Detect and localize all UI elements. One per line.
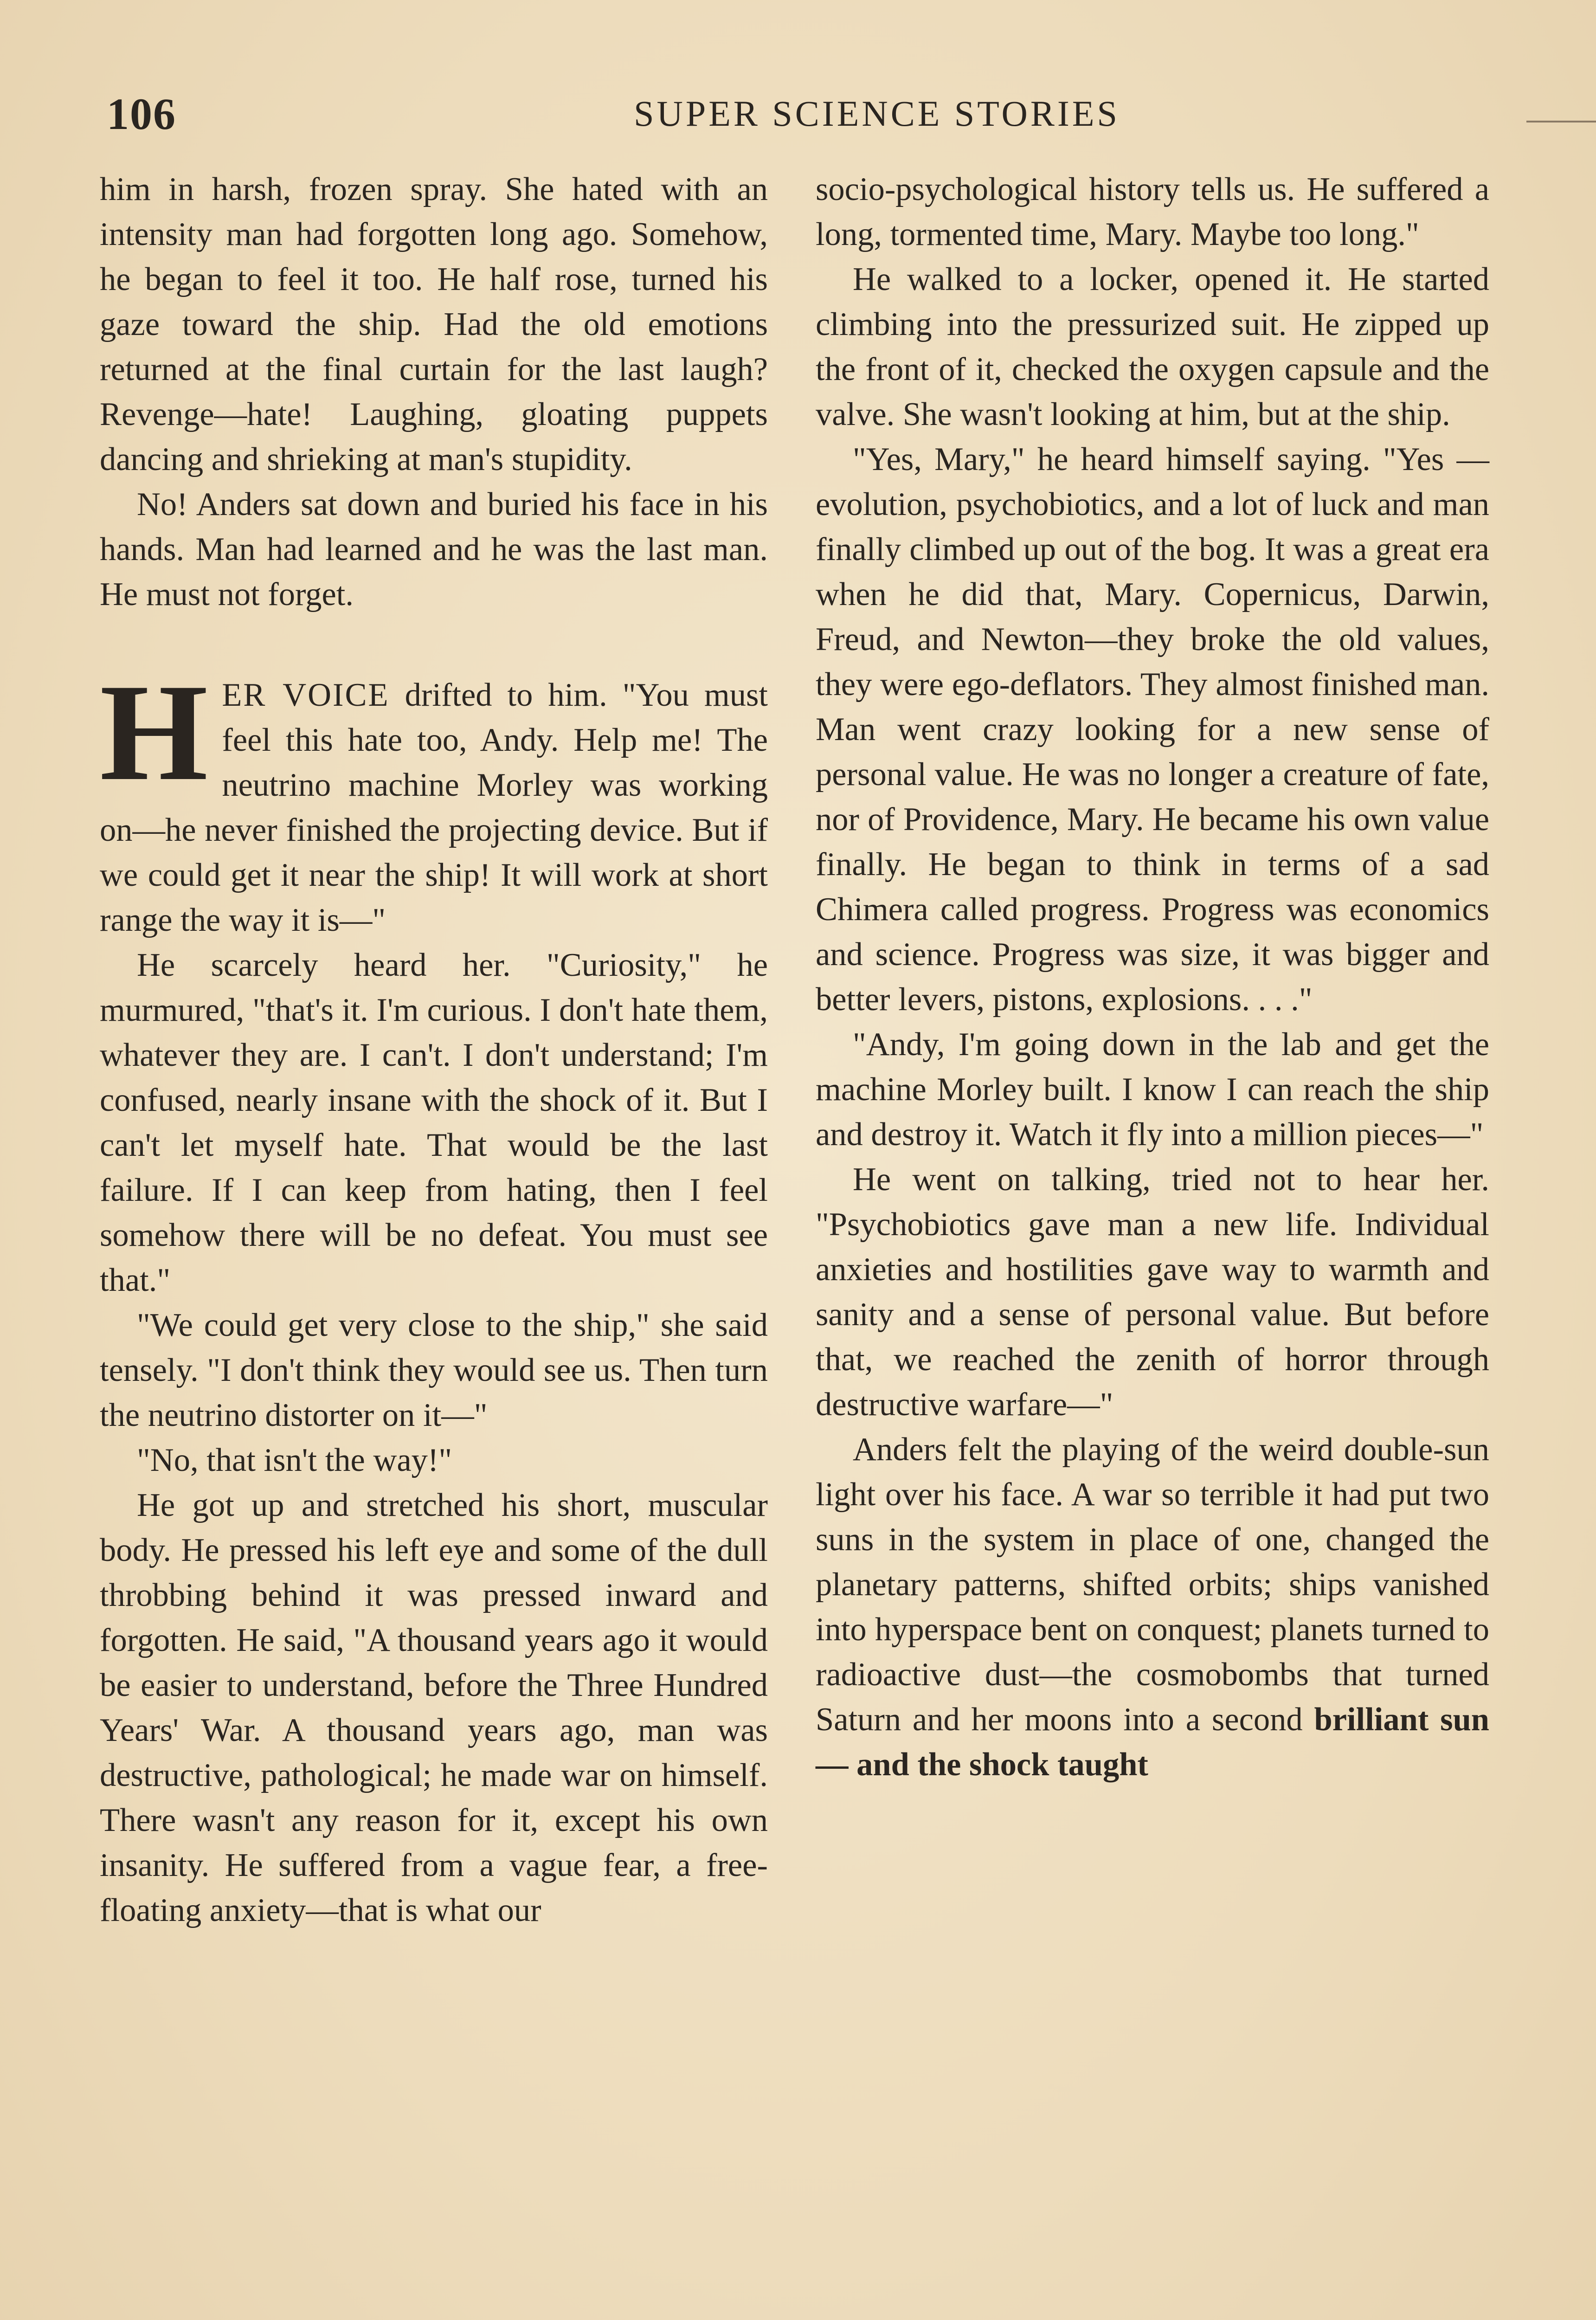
right-column — [816, 167, 1489, 1787]
bold-text: brilliant sun— and the shock taught — [816, 1701, 1489, 1783]
paragraph: No! Anders sat down and buried his face in his hands. Man had learned and he was the last man. He must not forget. — [100, 486, 768, 612]
page-header — [97, 88, 1489, 148]
dropcap-paragraph — [100, 655, 768, 943]
drop-cap: H — [100, 655, 208, 809]
left-column — [100, 167, 768, 1933]
paragraph — [816, 1427, 1489, 1787]
paragraph-text: Anders felt the playing of the weird double-sun light over his face. A war so terrible it had put two suns in the system in place of one, changed the planetary patterns, shifted orbits; ships vanished into hyperspace bent on conquest; planets turned to radioactive dust—the cosmobombs that turned Saturn and her moons into a second — [816, 1431, 1489, 1738]
paragraph: socio-psychological history tells us. He suffered a long, tormented time, Mary. Maybe too long." — [816, 171, 1489, 252]
paragraph: "Yes, Mary," he heard himself saying. "Yes — evolution, psychobiotics, and a lot of luck and man finally climbed up out of the bog. It was a great era when he did that, Mary. Copernicus, Darwin, Freud, and Newton—they broke the old values, they were ego-deflators. They almost finished man. Man went crazy looking for a new sense of personal value. He was no longer a creature of fate, nor of Providence, Mary. He became his own value finally. He began to think in terms of a sad Chimera called progress. Progress was economics and science. Progress was size, it was bigger and better levers, pistons, explosions. . . ." — [816, 441, 1489, 1018]
running-title: SUPER SCIENCE STORIES — [634, 93, 1120, 134]
page-number: 106 — [107, 89, 176, 139]
paragraph: He scarcely heard her. "Curiosity," he murmured, "that's it. I'm curious. I don't hate them, whatever they are. I can't. I don't understand; I'm confused, nearly insane with the shock of it. But I can't let myself hate. That would be the last failure. If I can keep from hating, then I feel somehow there will be no defeat. You must see that." — [100, 947, 768, 1298]
paragraph: "No, that isn't the way!" — [137, 1442, 452, 1478]
header-rule — [1526, 121, 1596, 122]
paragraph: He got up and stretched his short, muscular body. He pressed his left eye and some of the dull throbbing behind it was pressed inward and forgotten. He said, "A thousand years ago it would be easier to understand, before the Three Hundred Years' War. A thousand years ago, man was destructive, pathological; he made war on himself. There wasn't any reason for it, except his own insanity. He suffered from a vague fear, a free-floating anxiety—that is what our — [100, 1487, 768, 1928]
paragraph: him in harsh, frozen spray. She hated with an intensity man had forgotten long ago. Somehow, he began to feel it too. He half rose, turned his gaze toward the ship. Had the old emotions returned at the final curtain for the last laugh? Revenge—hate! Laughing, gloating puppets dancing and shrieking at man's stupidity. — [100, 171, 768, 477]
paragraph: He went on talking, tried not to hear her. "Psychobiotics gave man a new life. Individual anxieties and hostilities gave way to warmth and sanity and a sense of personal value. But before that, we reached the zenith of horror through destructive warfare—" — [816, 1161, 1489, 1423]
paragraph-text: drifted to him. "You must feel this hate too, Andy. Help me! The neutrino machine Morley was working on—he never finished the projecting device. But if we could get it near the ship! It will work at short range the way it is—" — [100, 677, 768, 938]
paragraph: He walked to a locker, opened it. He started climbing into the pressurized suit. He zipped up the front of it, checked the oxygen capsule and the valve. She wasn't looking at him, but at the ship. — [816, 261, 1489, 432]
paragraph: "Andy, I'm going down in the lab and get the machine Morley built. I know I can reach the ship and destroy it. Watch it fly into a million pieces—" — [816, 1026, 1489, 1153]
opening-words: ER VOICE — [222, 677, 390, 713]
paragraph: "We could get very close to the ship," she said tensely. "I don't think they would see us. Then turn the neutrino distorter on it—" — [100, 1307, 768, 1433]
